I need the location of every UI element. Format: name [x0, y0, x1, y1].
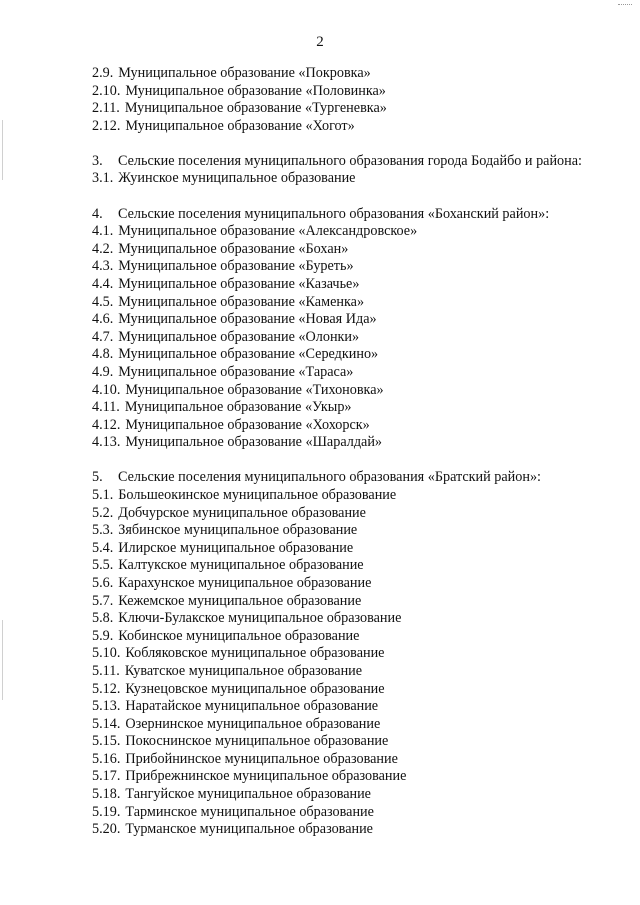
item-text: Покоснинское муниципальное образование: [125, 733, 389, 750]
item-number: 5.20.: [92, 821, 121, 838]
item-text: Муниципальное образование «Шаралдай»: [125, 434, 383, 451]
list-item: [92, 575, 588, 593]
list-item: [92, 522, 588, 540]
item-text: Наратайское муниципальное образование: [125, 698, 379, 715]
list-item: [92, 258, 588, 276]
list-item: [92, 118, 588, 136]
item-text: Калтукское муниципальное образование: [118, 557, 364, 574]
section-number: 4.: [92, 205, 103, 222]
item-text: Муниципальное образование «Тихоновка»: [125, 381, 384, 398]
section-spacer: [92, 452, 588, 470]
section-number: 5.: [92, 469, 103, 486]
list-item: [92, 733, 588, 751]
item-text: Озернинское муниципальное образование: [125, 715, 381, 732]
scan-edge-mark: [2, 120, 3, 180]
list-item: [92, 65, 588, 83]
list-item: [92, 751, 588, 769]
list-item: [92, 382, 588, 400]
item-number: 2.9.: [92, 65, 114, 81]
list-item: [92, 716, 588, 734]
item-number: 4.10.: [92, 381, 121, 398]
list-item: [92, 821, 588, 839]
item-number: 4.8.: [92, 346, 114, 363]
section-heading: [92, 153, 588, 171]
item-number: 2.11.: [92, 100, 120, 117]
section-heading: [92, 469, 588, 487]
item-text: Ключи-Булакское муниципальное образование: [118, 610, 402, 627]
section-title: Сельские поселения муниципального образования «Братский район»:: [118, 469, 541, 486]
item-number: 4.2.: [92, 240, 114, 257]
list-item: [92, 786, 588, 804]
item-text: Муниципальное образование «Тургеневка»: [124, 100, 387, 117]
page-number: 2: [316, 34, 324, 50]
list-item: [92, 610, 588, 628]
item-number: 2.12.: [92, 117, 121, 134]
item-number: 5.4.: [92, 539, 114, 556]
item-text: Муниципальное образование «Покровка»: [118, 65, 371, 81]
item-number: 5.13.: [92, 698, 121, 715]
section-spacer: [92, 188, 588, 206]
list-item: [92, 100, 588, 118]
item-text: Кузнецовское муниципальное образование: [125, 680, 385, 697]
list-item: [92, 83, 588, 101]
item-number: 4.1.: [92, 223, 114, 240]
item-text: Муниципальное образование «Половинка»: [125, 82, 386, 99]
list-item: [92, 329, 588, 347]
item-text: Кобляковское муниципальное образование: [125, 645, 385, 662]
item-text: Прибойнинское муниципальное образование: [125, 750, 398, 767]
scan-edge-mark: [2, 620, 3, 700]
list-item: [92, 311, 588, 329]
item-text: Большеокинское муниципальное образование: [118, 486, 397, 503]
item-number: 4.7.: [92, 328, 114, 345]
section-number: 3.: [92, 152, 103, 169]
list-item: [92, 698, 588, 716]
item-number: 4.6.: [92, 311, 114, 328]
item-text: Жуинское муниципальное образование: [118, 170, 356, 187]
item-number: 5.11.: [92, 662, 120, 679]
item-text: Муниципальное образование «Тараса»: [118, 363, 354, 380]
item-number: 5.2.: [92, 504, 114, 521]
list-item: [92, 645, 588, 663]
item-number: 5.14.: [92, 715, 121, 732]
list-item: [92, 557, 588, 575]
item-number: 5.1.: [92, 486, 114, 503]
item-number: 5.8.: [92, 610, 114, 627]
section-spacer: [92, 135, 588, 153]
item-text: Добчурское муниципальное образование: [118, 504, 366, 521]
list-item: [92, 593, 588, 611]
item-text: Муниципальное образование «Олонки»: [118, 328, 360, 345]
list-item: [92, 434, 588, 452]
list-item: [92, 241, 588, 259]
item-number: 2.10.: [92, 82, 121, 99]
item-text: Куватское муниципальное образование: [124, 662, 363, 679]
item-number: 5.3.: [92, 522, 114, 539]
section-title: Сельские поселения муниципального образования города Бодайбо и района:: [118, 152, 582, 169]
item-text: Муниципальное образование «Укыр»: [124, 399, 352, 416]
section-title: Сельские поселения муниципального образования «Боханский район»:: [118, 205, 550, 222]
list-item: [92, 170, 588, 188]
item-text: Муниципальное образование «Хогот»: [125, 117, 355, 134]
item-text: Илирское муниципальное образование: [118, 539, 354, 556]
item-number: 5.15.: [92, 733, 121, 750]
list-item: [92, 364, 588, 382]
item-number: 4.3.: [92, 258, 114, 275]
item-text: Муниципальное образование «Бохан»: [118, 240, 349, 257]
list-item: [92, 487, 588, 505]
list-item: [92, 417, 588, 435]
item-number: 5.16.: [92, 750, 121, 767]
list-item: [92, 294, 588, 312]
section-heading: [92, 206, 588, 224]
item-text: Муниципальное образование «Новая Ида»: [118, 311, 377, 328]
item-number: 5.19.: [92, 803, 121, 820]
item-text: Тарминское муниципальное образование: [125, 803, 374, 820]
item-text: Муниципальное образование «Хохорск»: [125, 416, 370, 433]
item-number: 3.1.: [92, 170, 114, 187]
list-item: [92, 768, 588, 786]
document-body: [92, 65, 588, 839]
scan-corner-mark: [618, 4, 632, 11]
item-text: Зябинское муниципальное образование: [118, 522, 358, 539]
item-number: 4.11.: [92, 399, 120, 416]
list-item: [92, 804, 588, 822]
item-text: Турманское муниципальное образование: [125, 821, 373, 838]
list-item: [92, 346, 588, 364]
item-number: 5.9.: [92, 627, 114, 644]
item-number: 4.9.: [92, 363, 114, 380]
item-text: Муниципальное образование «Александровское»: [118, 223, 418, 240]
list-item: [92, 628, 588, 646]
item-text: Муниципальное образование «Середкино»: [118, 346, 379, 363]
item-text: Муниципальное образование «Каменка»: [118, 293, 365, 310]
item-number: 5.6.: [92, 574, 114, 591]
item-number: 4.12.: [92, 416, 121, 433]
list-item: [92, 681, 588, 699]
item-number: 4.4.: [92, 275, 114, 292]
item-text: Кобинское муниципальное образование: [118, 627, 360, 644]
item-number: 5.7.: [92, 592, 114, 609]
item-number: 4.13.: [92, 434, 121, 451]
list-item: [92, 276, 588, 294]
item-text: Муниципальное образование «Казачье»: [118, 275, 360, 292]
item-text: Тангуйское муниципальное образование: [125, 786, 371, 803]
list-item: [92, 540, 588, 558]
list-item: [92, 505, 588, 523]
item-text: Муниципальное образование «Буреть»: [118, 258, 354, 275]
list-item: [92, 223, 588, 241]
item-number: 5.5.: [92, 557, 114, 574]
item-text: Кежемское муниципальное образование: [118, 592, 362, 609]
item-number: 5.18.: [92, 786, 121, 803]
item-number: 5.10.: [92, 645, 121, 662]
item-number: 5.12.: [92, 680, 121, 697]
list-item: [92, 399, 588, 417]
item-text: Прибрежнинское муниципальное образование: [125, 768, 407, 785]
list-item: [92, 663, 588, 681]
item-text: Карахунское муниципальное образование: [118, 574, 372, 591]
item-number: 5.17.: [92, 768, 121, 785]
item-number: 4.5.: [92, 293, 114, 310]
